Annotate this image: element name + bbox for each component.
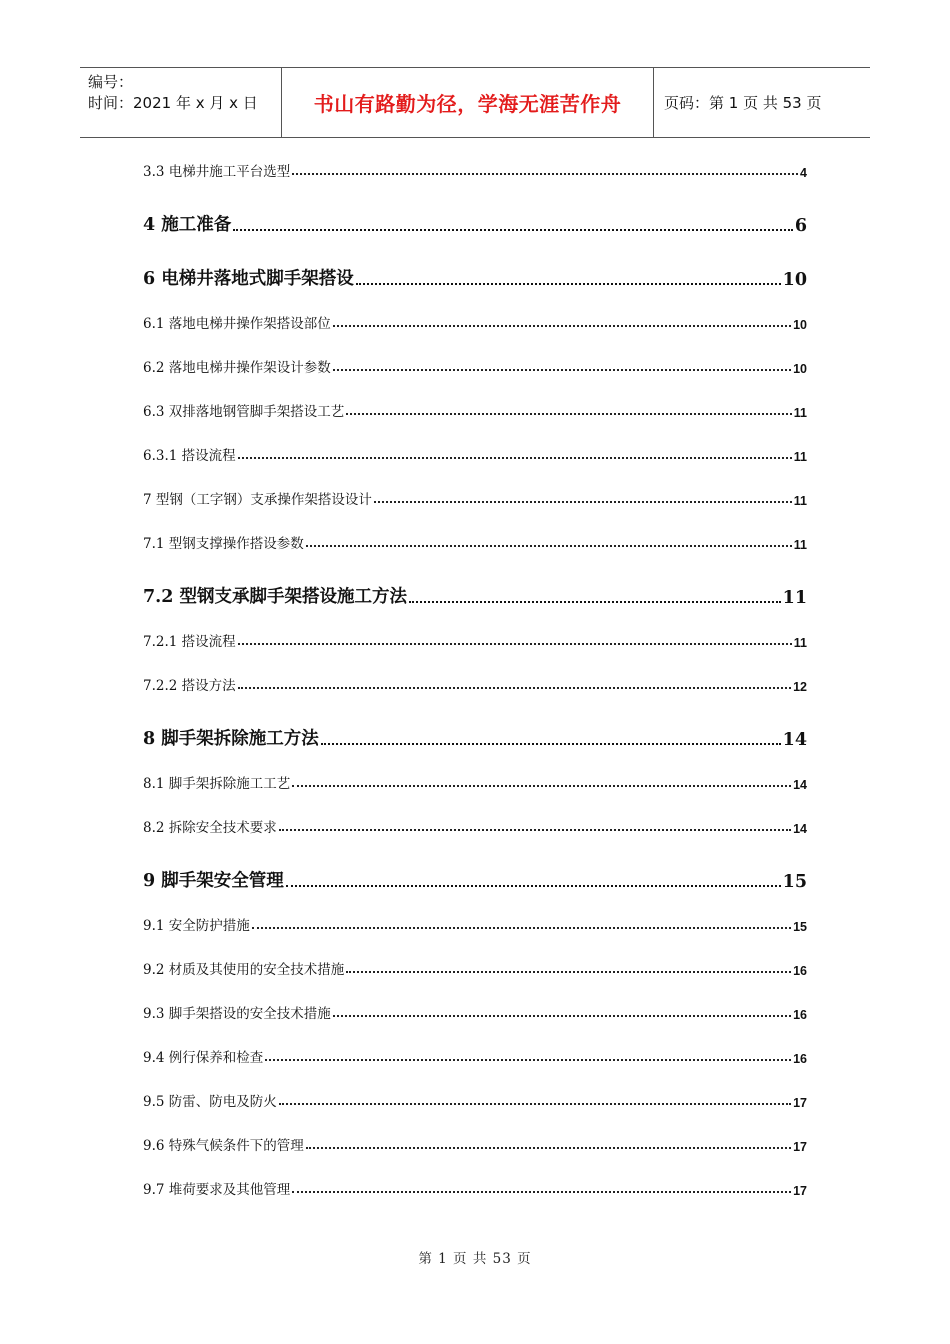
toc-entry[interactable]	[143, 1002, 807, 1022]
page-footer: 第 1 页 共 53 页	[418, 1251, 532, 1267]
toc-entry-label: 6 电梯井落地式脚手架搭设	[143, 269, 354, 289]
toc-entry-label: 9.5 防雷、防电及防火	[143, 1094, 277, 1110]
toc-entry-label: 7 型钢（工字钢）支承操作架搭设设计	[143, 492, 372, 508]
toc-leader-dots	[306, 545, 792, 547]
toc-entry[interactable]	[143, 1134, 807, 1154]
toc-entry-page: 11	[793, 494, 807, 508]
toc-entry-label: 6.3.1 搭设流程	[143, 448, 236, 464]
toc-leader-dots	[333, 1015, 791, 1017]
toc-leader-dots	[252, 927, 791, 929]
toc-entry-label: 7.2 型钢支承脚手架搭设施工方法	[143, 587, 408, 607]
toc-entry-page: 17	[793, 1140, 807, 1154]
toc-entry[interactable]	[143, 772, 807, 792]
toc-entry-label: 7.2.2 搭设方法	[143, 678, 236, 694]
toc-entry-label: 9.7 堆荷要求及其他管理	[143, 1182, 291, 1198]
toc-entry-label: 8.2 拆除安全技术要求	[143, 820, 277, 836]
toc-entry[interactable]	[143, 400, 807, 420]
toc-entry-label: 8 脚手架拆除施工方法	[143, 729, 319, 749]
toc-leader-dots	[374, 501, 792, 503]
toc-entry[interactable]	[143, 1046, 807, 1066]
toc-entry-page: 11	[793, 538, 807, 552]
toc-entry-label: 6.1 落地电梯井操作架搭设部位	[143, 316, 331, 332]
toc-entry-label: 7.2.1 搭设流程	[143, 634, 236, 650]
toc-entry-page: 16	[793, 1008, 807, 1022]
toc-entry[interactable]	[143, 1090, 807, 1110]
toc-leader-dots	[238, 687, 791, 689]
toc-entry[interactable]	[143, 312, 807, 332]
toc-entry-page: 11	[793, 450, 807, 464]
number-label: 编号：	[88, 73, 134, 91]
toc-entry-page: 17	[793, 1096, 807, 1110]
toc-entry-label: 6.3 双排落地钢管脚手架搭设工艺	[143, 404, 345, 420]
toc-entry-page: 16	[793, 1052, 807, 1066]
toc-entry-page: 17	[793, 1184, 807, 1198]
toc-leader-dots	[233, 229, 793, 231]
toc-entry-label: 3.3 电梯井施工平台选型	[143, 164, 291, 180]
toc-leader-dots	[306, 1147, 791, 1149]
toc-entry-page: 14	[793, 822, 807, 836]
toc-entry-label: 9.4 例行保养和检查	[143, 1050, 264, 1066]
header-motto: 书山有路勤为径，学海无涯苦作舟	[282, 68, 654, 137]
time-label: 时间：2021 年 x 月 x 日	[88, 94, 258, 112]
toc-entry-page: 15	[782, 872, 807, 892]
toc-leader-dots	[286, 885, 781, 887]
toc-entry-page: 12	[793, 680, 807, 694]
toc-entry[interactable]	[143, 867, 807, 892]
toc-entry-page: 15	[793, 920, 807, 934]
header-meta	[80, 68, 282, 137]
toc-entry-page: 10	[782, 270, 807, 290]
toc-entry[interactable]	[143, 532, 807, 552]
toc-leader-dots	[333, 325, 791, 327]
toc-entry-page: 6	[794, 216, 807, 236]
toc-entry-page: 11	[782, 588, 807, 608]
toc-entry-page: 10	[793, 318, 807, 332]
document-header	[80, 67, 870, 138]
toc-entry[interactable]	[143, 265, 807, 290]
toc-entry-label: 9.1 安全防护措施	[143, 918, 250, 934]
toc-entry-label: 9.2 材质及其使用的安全技术措施	[143, 962, 345, 978]
toc-entry-page: 10	[793, 362, 807, 376]
toc-leader-dots	[346, 413, 792, 415]
toc-leader-dots	[279, 1103, 791, 1105]
toc-entry-label: 4 施工准备	[143, 215, 232, 235]
toc-entry-label: 9.3 脚手架搭设的安全技术措施	[143, 1006, 331, 1022]
toc-leader-dots	[292, 173, 798, 175]
toc-entry-label: 8.1 脚手架拆除施工工艺	[143, 776, 291, 792]
toc-leader-dots	[292, 1191, 791, 1193]
toc-entry-label: 6.2 落地电梯井操作架设计参数	[143, 360, 331, 376]
toc-entry[interactable]	[143, 816, 807, 836]
toc-leader-dots	[356, 283, 781, 285]
toc-entry[interactable]	[143, 958, 807, 978]
toc-entry[interactable]	[143, 1178, 807, 1198]
toc-entry-page: 14	[782, 730, 807, 750]
toc-leader-dots	[321, 743, 781, 745]
toc-entry-page: 4	[800, 166, 807, 180]
toc-entry[interactable]	[143, 725, 807, 750]
toc-entry-page: 11	[793, 636, 807, 650]
toc-entry[interactable]	[143, 583, 807, 608]
toc-leader-dots	[346, 971, 791, 973]
toc-entry[interactable]	[143, 674, 807, 694]
toc-entry-page: 11	[793, 406, 807, 420]
toc-entry-label: 7.1 型钢支撑操作搭设参数	[143, 536, 304, 552]
toc-entry[interactable]	[143, 630, 807, 650]
toc-entry[interactable]	[143, 211, 807, 236]
toc-leader-dots	[238, 643, 792, 645]
toc-entry[interactable]	[143, 356, 807, 376]
toc-entry[interactable]	[143, 444, 807, 464]
toc-entry-label: 9 脚手架安全管理	[143, 871, 284, 891]
toc-entry-page: 16	[793, 964, 807, 978]
toc-entry[interactable]	[143, 488, 807, 508]
toc-leader-dots	[333, 369, 791, 371]
toc-leader-dots	[409, 601, 781, 603]
toc-entry[interactable]	[143, 914, 807, 934]
toc-leader-dots	[265, 1059, 791, 1061]
toc-entry-page: 14	[793, 778, 807, 792]
toc-leader-dots	[279, 829, 791, 831]
toc-entry[interactable]	[143, 160, 807, 180]
toc-leader-dots	[238, 457, 792, 459]
header-page-label: 页码：第 1 页 共 53 页	[664, 94, 822, 112]
toc-entry-label: 9.6 特殊气候条件下的管理	[143, 1138, 304, 1154]
toc-leader-dots	[292, 785, 791, 787]
